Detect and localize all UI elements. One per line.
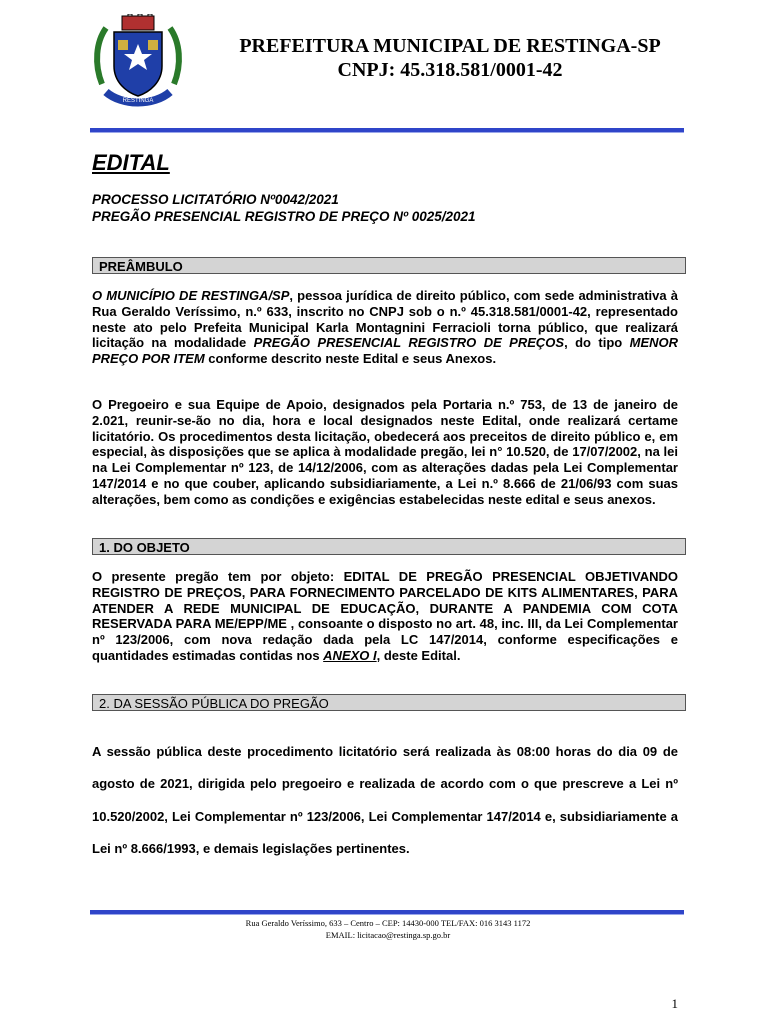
objeto-paragraph: O presente pregão tem por objeto: EDITAL DE PREGÃO PRESENCIAL OBJETIVANDO REGISTRO DE PREÇOS, PARA FORNECIMENTO PARCELADO DE KITS ALIMENTARES, PARA ATENDER A REDE MUNICIPAL DE EDUCAÇÃO, DURANTE A PANDEMIA COM COTA RESERVADA PARA ME/EPP/ME , consoante o disposto no art. 48, inc. III, da Lei Complementar nº 123/2006, com nova redação dada pela LC 147/2014, conforme especificações e quantidades estimadas contidas nos ANEXO I, deste Edital. xyxy=(92,569,678,663)
municipal-crest-logo xyxy=(92,14,184,110)
anexo-reference: ANEXO I xyxy=(323,647,377,663)
preambulo-paragraph-2: O Pregoeiro e sua Equipe de Apoio, designados pela Portaria n.º 753, de 13 de janeiro de 2.021, reunir-se-ão no dia, hora e local designados neste Edital, onde realizará certame licitatório. Os procedimentos desta licitação, obedecerá aos preceitos de direito público e, em especial, às disposições que se aplica à modalidade pregão, lei n° 10.520, de 17/07/2002, na lei na Lei Complementar nº 123, de 14/12/2006, com as alterações dadas pela Lei Complementar 147/2014 e no que couber, aplicando subsidiariamente, a Lei n.º 8.666 de 21/06/93 com suas alterações, bem como as condições e exigências estabelecidas neste edital e seus anexos. xyxy=(92,397,678,507)
footer-address xyxy=(150,917,626,941)
header-title: PREFEITURA MUNICIPAL DE RESTINGA-SP xyxy=(239,35,661,57)
document-title: EDITAL xyxy=(92,150,170,175)
section-header-objeto: 1. DO OBJETO xyxy=(92,538,686,555)
footer-divider xyxy=(90,910,684,915)
section-header-preambulo: PREÂMBULO xyxy=(92,257,686,274)
footer-email-line: EMAIL: licitacao@restinga.sp.go.br xyxy=(325,930,451,940)
footer-address-line: Rua Geraldo Veríssimo, 633 – Centro – CEP: 14430-000 TEL/FAX: 016 3143 1172 xyxy=(245,918,531,928)
section-header-sessao: 2. DA SESSÃO PÚBLICA DO PREGÃO xyxy=(92,694,686,711)
pregao-number: PREGÃO PRESENCIAL REGISTRO DE PREÇO Nº 0025/2021 xyxy=(92,209,476,224)
header-cnpj: CNPJ: 45.318.581/0001-42 xyxy=(337,59,563,81)
municipio-name: O MUNICÍPIO DE RESTINGA/SP xyxy=(92,288,290,303)
crest-text: RESTINGA xyxy=(122,98,154,104)
preambulo-paragraph-1: O MUNICÍPIO DE RESTINGA/SP, pessoa jurídica de direito público, com sede administrativa à Rua Geraldo Veríssimo, n.º 633, inscrito no CNPJ sob o n.º 45.318.581/0001-42, representado neste ato pelo Prefeita Municipal Karla Montagnini Ferracioli torna público, que realizará licitação na modalidade PREGÃO PRESENCIAL REGISTRO DE PREÇOS, do tipo MENOR PREÇO POR ITEM conforme descrito neste Edital e seus Anexos. xyxy=(92,288,678,367)
sessao-paragraph: A sessão pública deste procedimento licitatório será realizada às 08:00 horas do dia 09 de agosto de 2021, dirigida pelo pregoeiro e realizada de acordo com o que prescreve a Lei nº 10.520/2002, Lei Complementar nº 123/2006, Lei Complementar 147/2014 e, subsidiariamente a Lei nº 8.666/1993, e demais legislações pertinentes. xyxy=(92,744,678,857)
page-number: 1 xyxy=(671,996,678,1011)
header-divider xyxy=(90,128,684,133)
process-number: PROCESSO LICITATÓRIO Nº0042/2021 xyxy=(92,192,339,207)
